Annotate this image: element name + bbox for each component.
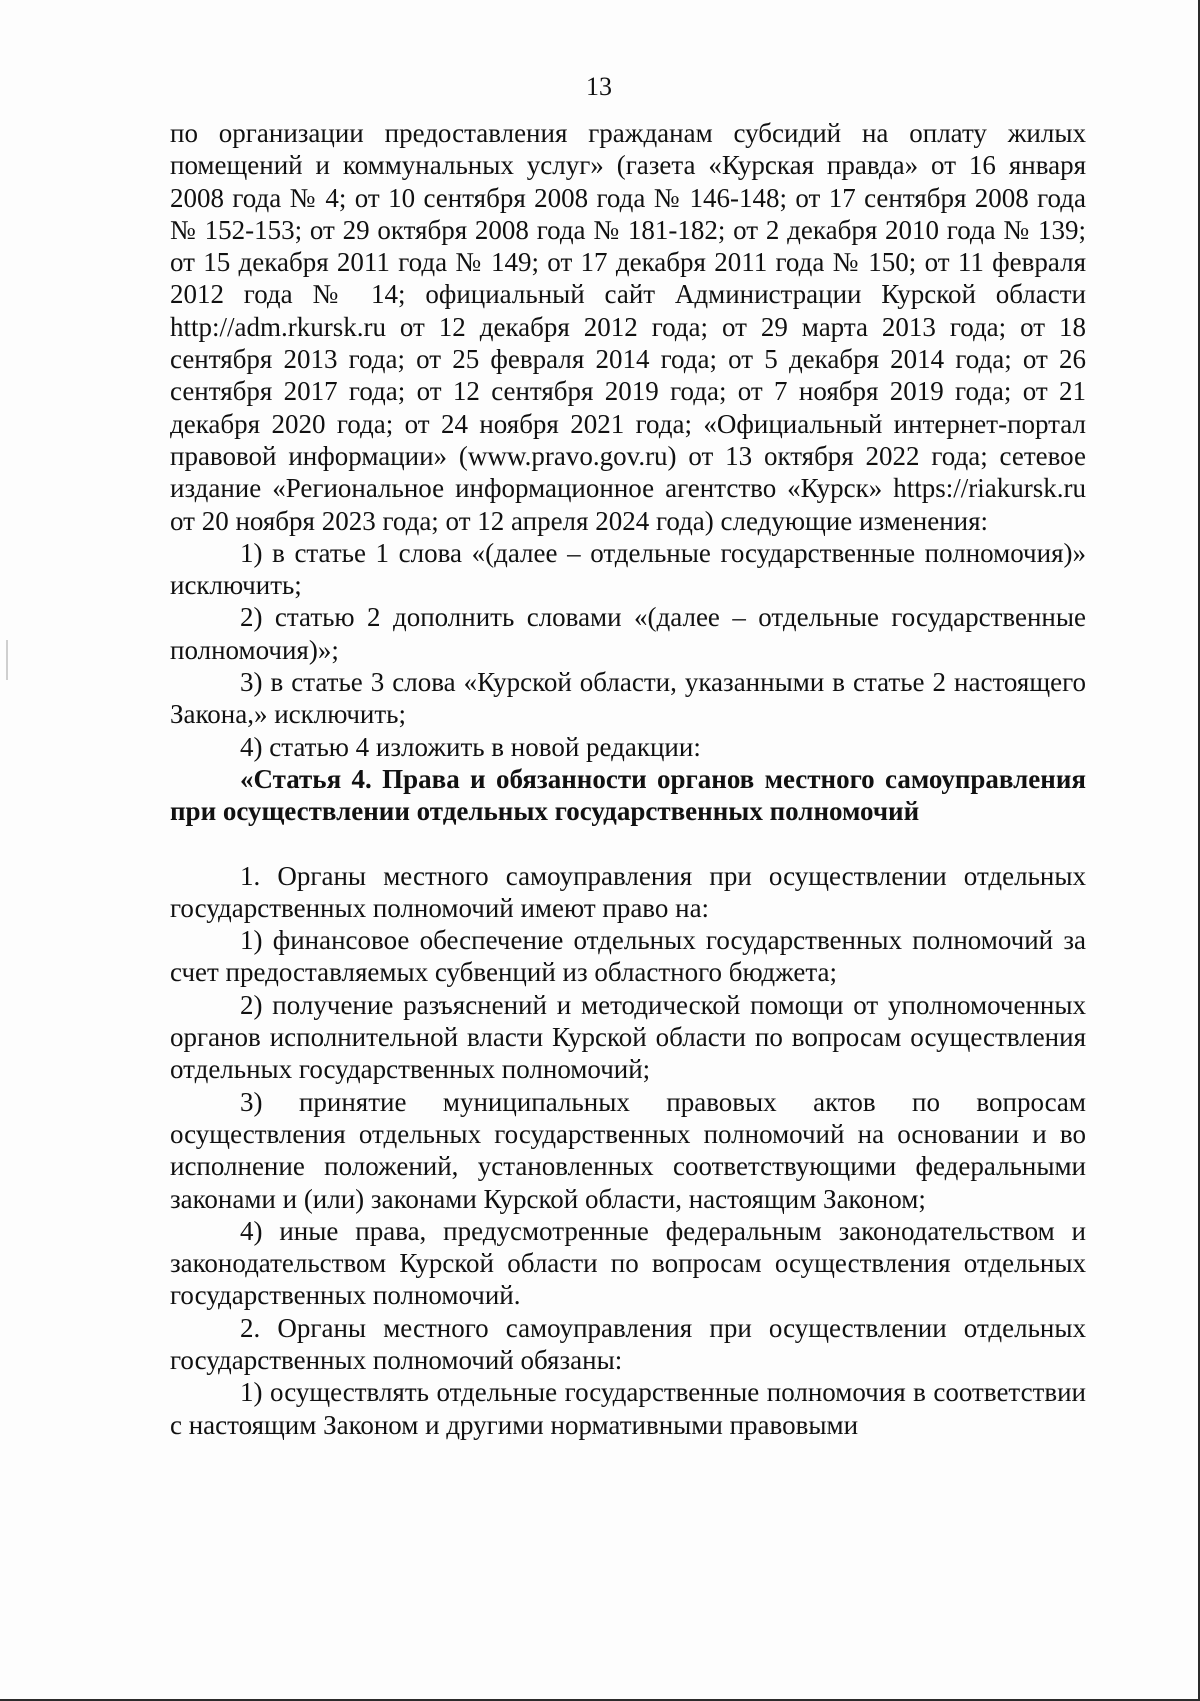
clause-2: 2. Органы местного самоуправления при осуществлении отдельных государственных полномочий обязаны: xyxy=(170,1312,1086,1375)
article-4-heading: «Статья 4. Права и обязанности органов местного самоуправления при осуществлении отдельных государственных полномочий xyxy=(170,763,1086,827)
amendment-item-4: 4) статью 4 изложить в новой редакции: xyxy=(240,731,701,762)
amendment-item-2: 2) статью 2 дополнить словами «(далее – отдельные государственные полномочия)»; xyxy=(170,602,1086,665)
page-number: 13 xyxy=(586,72,612,101)
scan-edge-mark xyxy=(6,640,8,680)
clause-1-item-1: 1) финансовое обеспечение отдельных государственных полномочий за счет предоставляемых субвенций из областного бюджета; xyxy=(170,925,1086,988)
paragraph-continuation: по организации предоставления гражданам субсидий на оплату жилых помещений и коммунальных услуг» (газета «Курская правда» от 16 января 2008 года № 4; от 10 сентября 2008 года № 146-148; от 17 сентября 2008 года № 152-153; от 29 октября 2008 года № 181-182; от 2 декабря 2010 года № 139; от 15 декабря 2011 года № 149; от 17 декабря 2011 года № 150; от 11 февраля 2012 года № 14; официальный сайт Администрации Курской области http://adm.rkursk.ru от 12 декабря 2012 года; от 29 марта 2013 года; от 18 сентября 2013 года; от 25 февраля 2014 года; от 5 декабря 2014 года; от 26 сентября 2017 года; от 12 сентября 2019 года; от 7 ноября 2019 года; от 21 декабря 2020 года; от 24 ноября 2021 года; «Официальный интернет-портал правовой информации» (www.pravo.gov.ru) от 13 октября 2022 года; сетевое издание «Региональное информационное агентство «Курск» https://riakursk.ru от 20 ноября 2023 года; от 12 апреля 2024 года) следующие изменения: xyxy=(170,118,1086,536)
clause-1-item-3: 3) принятие муниципальных правовых актов по вопросам осуществления отдельных государственных полномочий на основании и во исполнение положений, установленных соответствующими федеральными законами и (или) законами Курской области, настоящим Законом; xyxy=(170,1086,1086,1214)
spacer xyxy=(170,828,1086,860)
document-body xyxy=(170,117,1086,1441)
clause-2-item-1: 1) осуществлять отдельные государственные полномочия в соответствии с настоящим Законом и другими нормативными правовыми xyxy=(170,1377,1086,1440)
amendment-item-3: 3) в статье 3 слова «Курской области, указанными в статье 2 настоящего Закона,» исключить; xyxy=(170,667,1086,730)
clause-1: 1. Органы местного самоуправления при осуществлении отдельных государственных полномочий имеют право на: xyxy=(170,860,1086,923)
clause-1-item-2: 2) получение разъяснений и методической помощи от уполномоченных органов исполнительной власти Курской области по вопросам осуществления отдельных государственных полномочий; xyxy=(170,989,1086,1085)
clause-1-item-4: 4) иные права, предусмотренные федеральным законодательством и законодательством Курской области по вопросам осуществления отдельных государственных полномочий. xyxy=(170,1215,1086,1311)
amendment-item-1: 1) в статье 1 слова «(далее – отдельные государственные полномочия)» исключить; xyxy=(170,537,1086,601)
